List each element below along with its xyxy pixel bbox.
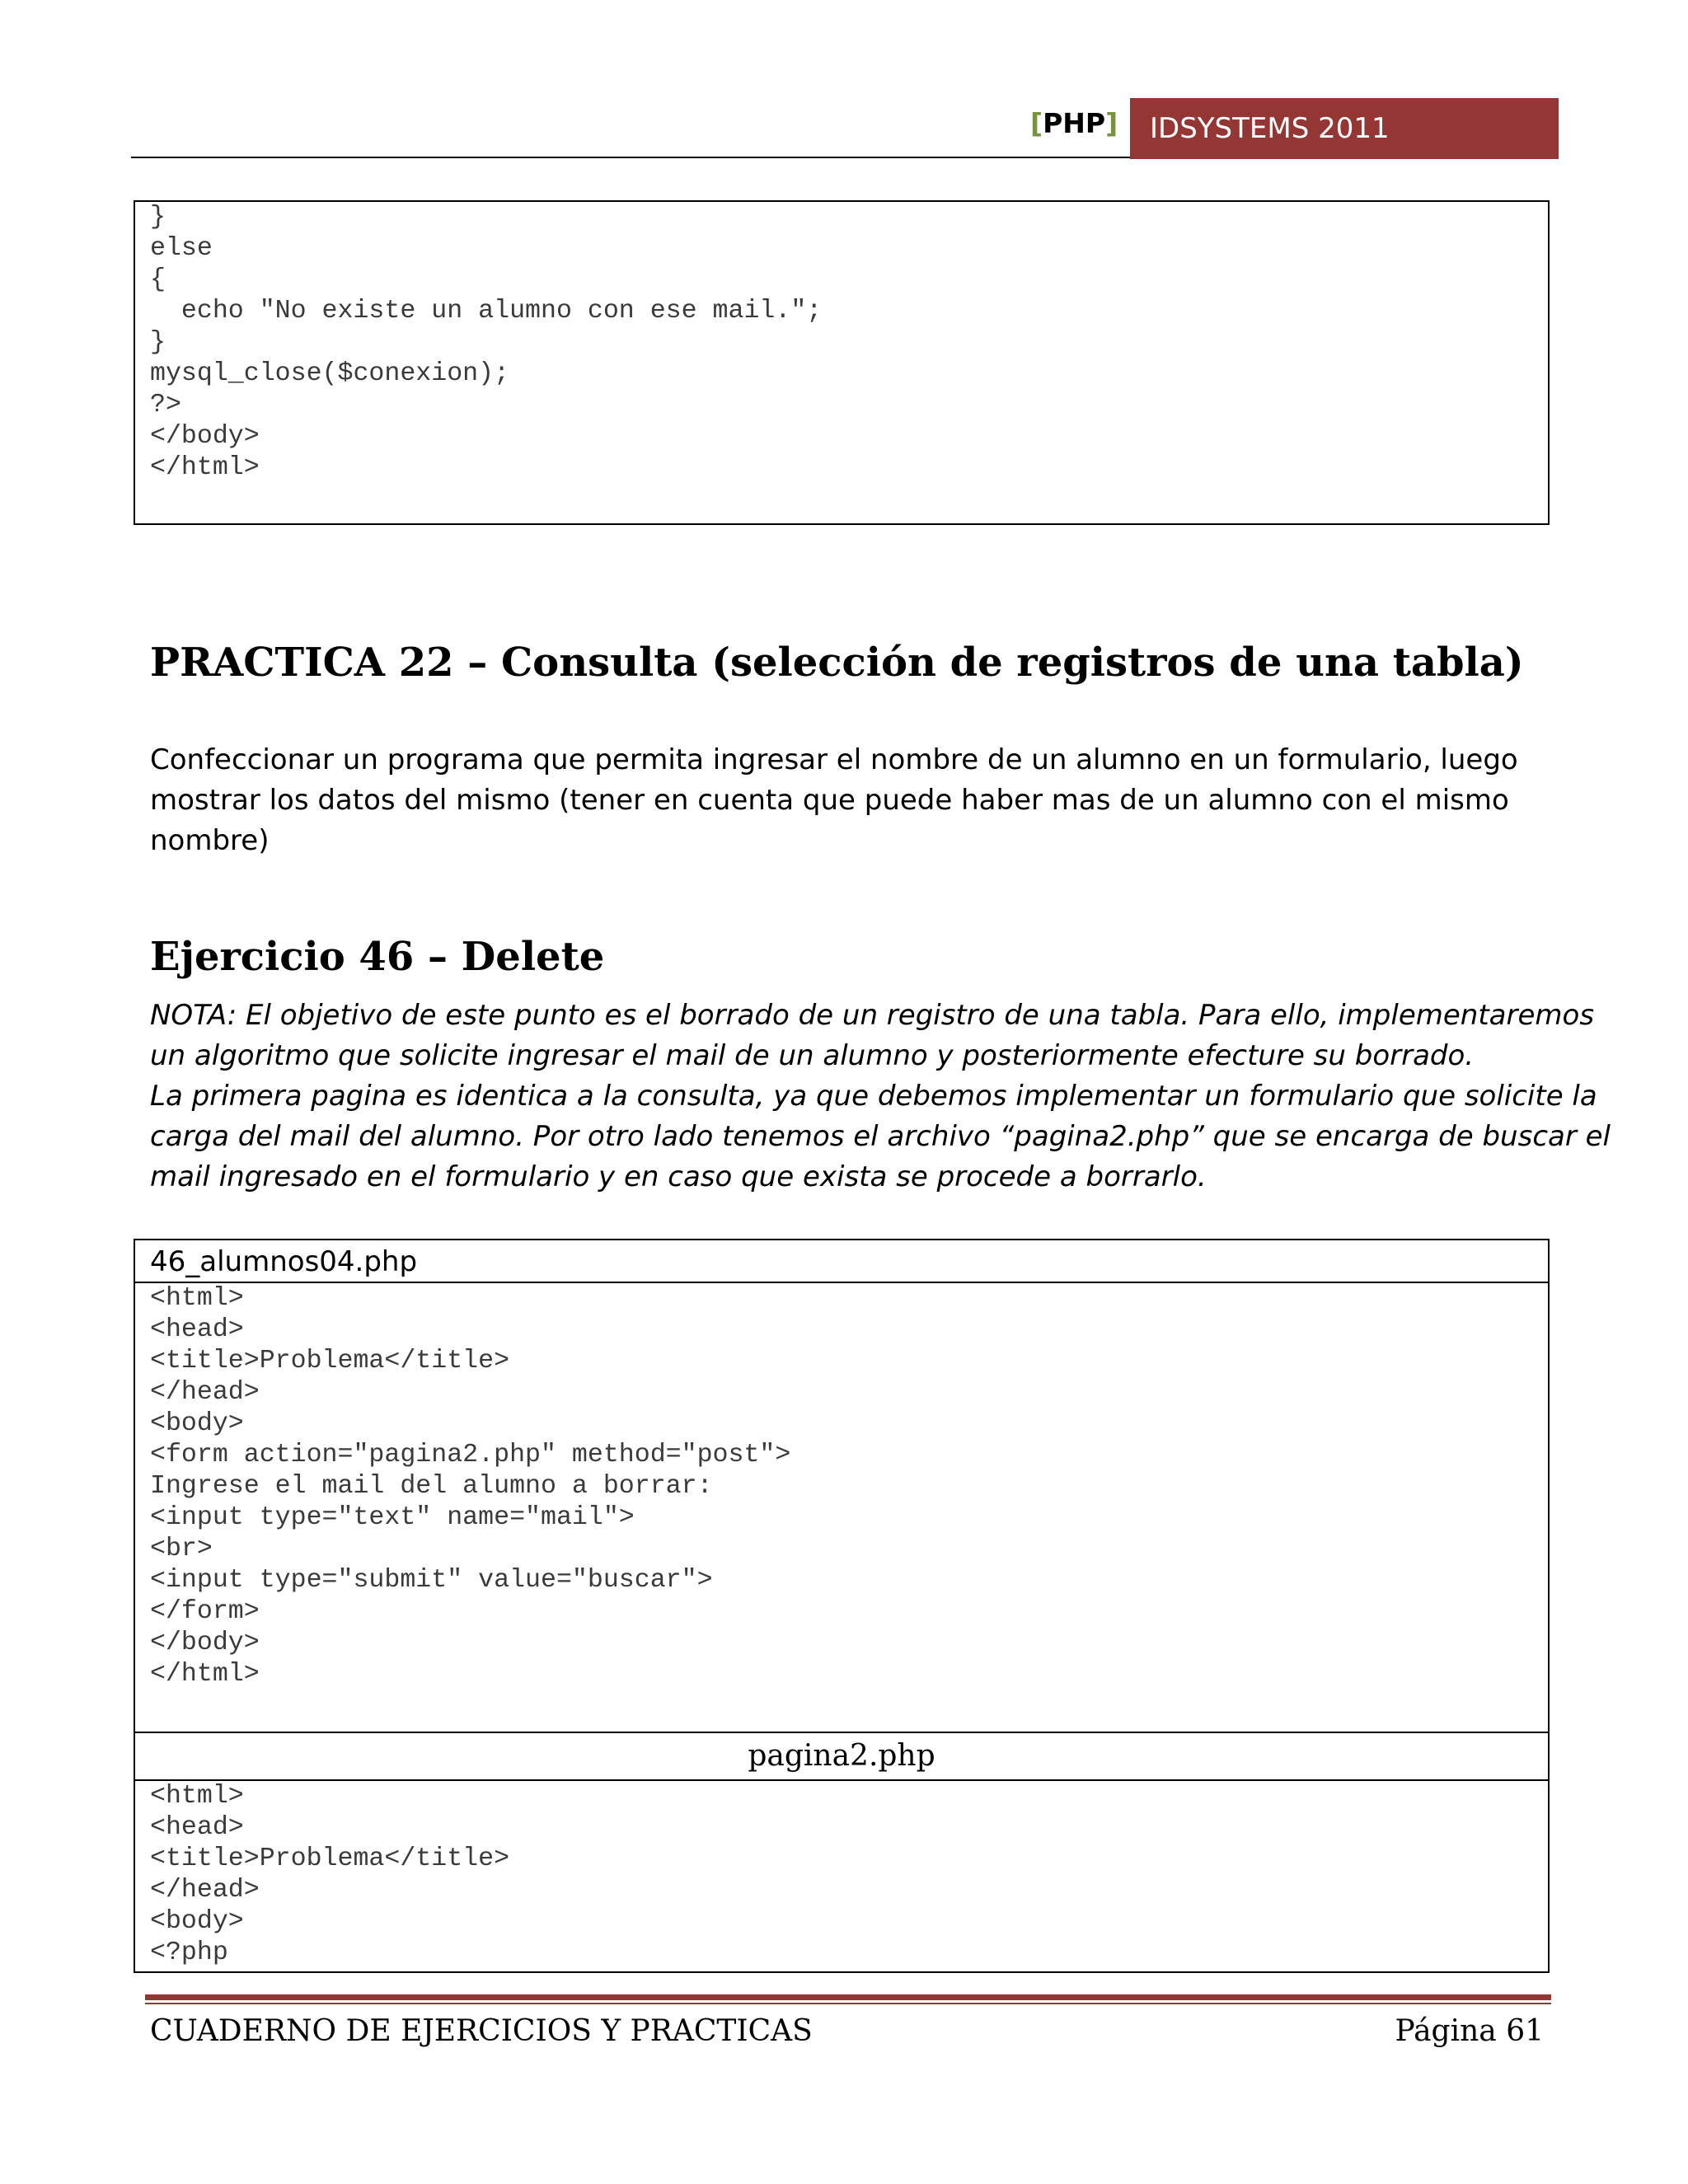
text-line: Confeccionar un programa que permita ingresar el nombre de un alumno en un formulario, luego bbox=[150, 743, 1518, 776]
code-line: </body> bbox=[150, 422, 260, 451]
text-line: carga del mail del alumno. Por otro lado tenemos el archivo “pagina2.php” que se encarga de buscar el bbox=[150, 1120, 1611, 1153]
text-line: La primera pagina es identica a la consulta, ya que debemos implementar un formulario que solicite la bbox=[150, 1080, 1597, 1113]
code-line: <head> bbox=[150, 1315, 244, 1344]
code-listing bbox=[135, 202, 1548, 484]
header-rule bbox=[131, 157, 1130, 158]
code-section-file1 bbox=[135, 1283, 1548, 1733]
code-line: mysql_close($conexion); bbox=[150, 359, 510, 388]
code-line: </body> bbox=[150, 1629, 260, 1657]
code-section-file2 bbox=[135, 1781, 1548, 1969]
code-line: <title>Problema</title> bbox=[150, 1347, 510, 1376]
text-line: nombre) bbox=[150, 824, 270, 857]
text-line: mail ingresado en el formulario y en caso que exista se procede a borrarlo. bbox=[150, 1160, 1207, 1193]
code-listing bbox=[135, 1283, 1548, 1690]
code-line: <title>Problema</title> bbox=[150, 1844, 510, 1873]
code-line: </html> bbox=[150, 1660, 260, 1689]
code-line: echo "No existe un alumno con ese mail."; bbox=[181, 297, 823, 326]
code-line: <html> bbox=[150, 1284, 244, 1313]
code-line: </html> bbox=[150, 453, 260, 482]
code-line: <head> bbox=[150, 1813, 244, 1842]
code-line: <form action="pagina2.php" method="post"> bbox=[150, 1441, 791, 1469]
code-line: <body> bbox=[150, 1409, 244, 1438]
practica-title: PRACTICA 22 – Consulta (selección de registros de una tabla) bbox=[150, 640, 1524, 686]
code-line: <input type="text" name="mail"> bbox=[150, 1503, 635, 1532]
code-line: <br> bbox=[150, 1535, 213, 1563]
code-line: Ingrese el mail del alumno a borrar: bbox=[150, 1472, 713, 1501]
code-line: </form> bbox=[150, 1597, 260, 1626]
ejercicio-title: Ejercicio 46 – Delete bbox=[150, 934, 605, 980]
text-line: mostrar los datos del mismo (tener en cuenta que puede haber mas de un alumno con el mismo bbox=[150, 784, 1509, 817]
file-name-label: pagina2.php bbox=[135, 1733, 1548, 1781]
code-line: } bbox=[150, 328, 166, 357]
code-block-continuation bbox=[134, 200, 1550, 525]
code-line: ?> bbox=[150, 391, 181, 419]
footer-rule-thin bbox=[145, 2003, 1551, 2004]
code-listing bbox=[135, 1781, 1548, 1969]
code-line: <?php bbox=[150, 1938, 228, 1967]
code-line: </head> bbox=[150, 1876, 260, 1905]
footer-rule bbox=[145, 1994, 1551, 2000]
code-line: <body> bbox=[150, 1907, 244, 1936]
code-line: else bbox=[150, 234, 213, 263]
header-brand-box: IDSYSTEMS 2011 bbox=[1130, 98, 1559, 159]
code-line: } bbox=[150, 203, 166, 232]
code-block-files bbox=[134, 1239, 1550, 1973]
code-line: <input type="submit" value="buscar"> bbox=[150, 1566, 713, 1595]
nota-paragraph bbox=[150, 996, 1611, 1197]
code-line: <html> bbox=[150, 1782, 244, 1811]
header-bracket-open: [ bbox=[1030, 107, 1043, 139]
header-bracket-close: ] bbox=[1105, 107, 1118, 139]
text-line: un algoritmo que solicite ingresar el mail de un alumno y posteriormente efecture su borrado. bbox=[150, 1039, 1475, 1072]
code-line: { bbox=[150, 265, 166, 294]
code-line: </head> bbox=[150, 1378, 260, 1407]
practica-description bbox=[150, 740, 1551, 861]
header-tag-text: PHP bbox=[1043, 107, 1106, 139]
file-name-label: 46_alumnos04.php bbox=[135, 1240, 1548, 1283]
page-number: Página 61 bbox=[1395, 2014, 1544, 2048]
text-line: NOTA: El objetivo de este punto es el borrado de un registro de una tabla. Para ello, implementaremos bbox=[150, 999, 1595, 1032]
footer-title: CUADERNO DE EJERCICIOS Y PRACTICAS bbox=[150, 2014, 813, 2048]
header-section-tag bbox=[1030, 107, 1118, 139]
